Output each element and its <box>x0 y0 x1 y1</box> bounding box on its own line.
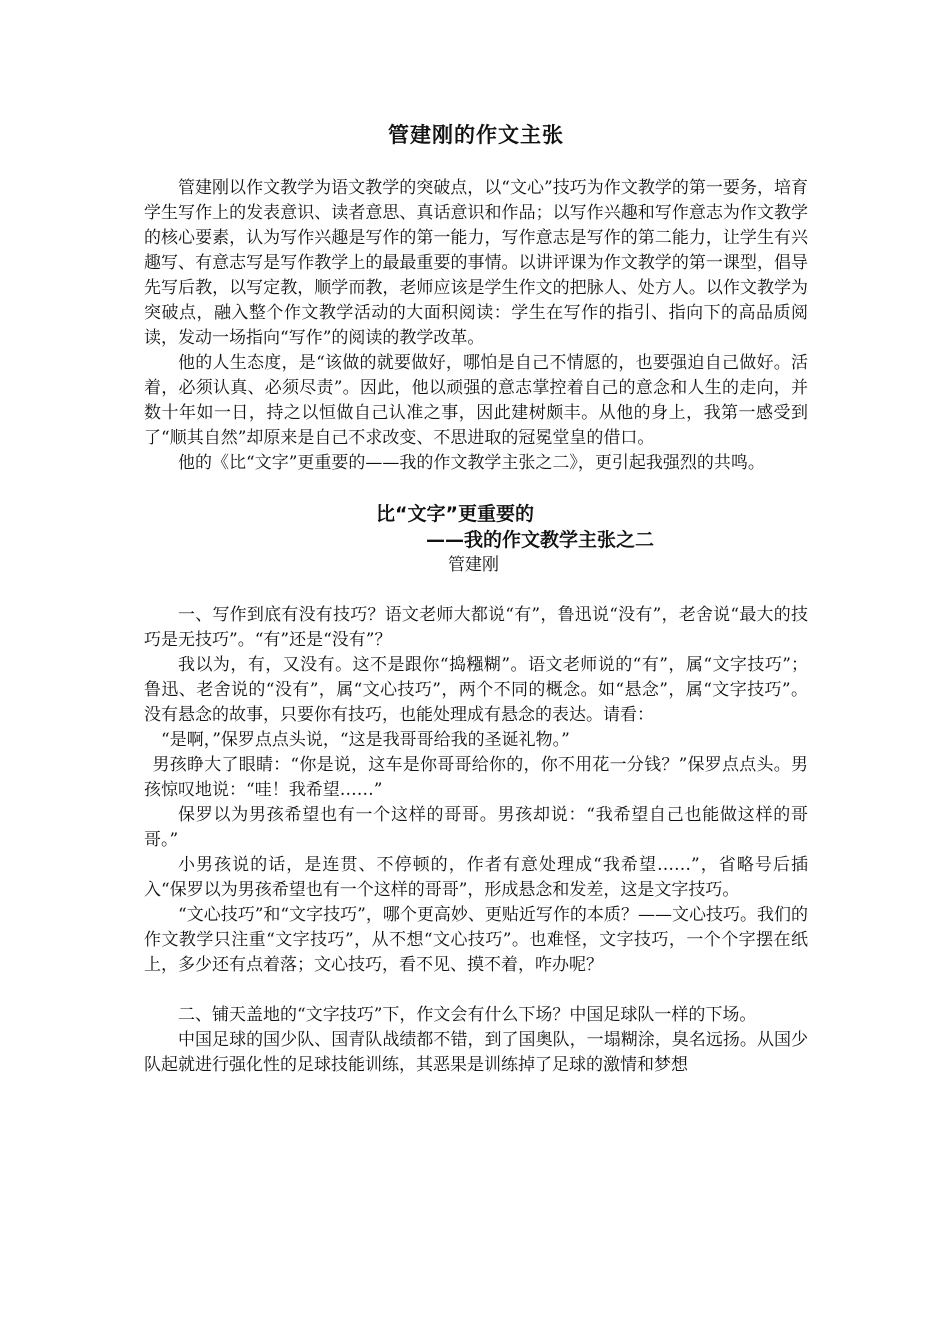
essay-s2-paragraph-1: 二、铺天盖地的“文字技巧”下，作文会有什么下场？中国足球队一样的下场。 <box>178 1005 757 1025</box>
essay-s1-paragraph-1: 一、写作到底有没有技巧？语文老师大都说“有”，鲁迅说“没有”，老舍说“最大的技巧是无技巧”。“有”还是“没有”？ <box>144 605 808 650</box>
essay-title: 比“文字”更重要的 <box>376 503 534 525</box>
essay-s1-quote-2: 男孩睁大了眼睛：“你是说，这车是你哥哥给你的，你不用花一分钱？”保罗点点头。男孩惊叹地说：“哇！我希望……” <box>144 755 808 800</box>
essay-s1-paragraph-6: 小男孩说的话，是连贯、不停顿的，作者有意处理成“我希望……”，省略号后插入“保罗以为男孩希望也有一个这样的哥哥”，形成悬念和发差，这是文字技巧。 <box>144 855 808 900</box>
author-spacer <box>144 578 808 603</box>
intro-paragraph-3: 他的《比“文字”更重要的——我的作文教学主张之二》，更引起我强烈的共鸣。 <box>178 453 765 473</box>
document-page <box>144 118 808 1078</box>
essay-s2-paragraph-2: 中国足球的国少队、国青队战绩都不错，到了国奥队，一塌糊涂，臭名远扬。从国少队起就进行强化性的足球技能训练，其恶果是训练掉了足球的激情和梦想 <box>144 1030 808 1075</box>
title-spacer <box>144 152 808 176</box>
essay-s1-paragraph-2: 我以为，有，又没有。这不是跟你“捣糨糊”。语文老师说的“有”，属“文字技巧”；鲁迅、老舍说的“没有”，属“文心技巧”，两个不同的概念。如“悬念”，属“文字技巧”。没有悬念的故事，只要你有技巧，也能处理成有悬念的表达。请看： <box>144 655 808 725</box>
essay-subtitle: ——我的作文教学主张之二 <box>426 529 655 551</box>
essay-s1-paragraph-7: “文心技巧”和“文字技巧”，哪个更高妙、更贴近写作的本质？——文心技巧。我们的作文教学只注重“文字技巧”，从不想“文心技巧”。也难怪，文字技巧，一个个字摆在纸上，多少还有点着落；文心技巧，看不见、摸不着，咋办呢？ <box>144 905 808 975</box>
section-spacer <box>144 476 808 501</box>
intro-paragraph-1: 管建刚以作文教学为语文教学的突破点，以“文心”技巧为作文教学的第一要务，培育学生写作上的发表意识、读者意思、真话意识和作品；以写作兴趣和写作意志为作文教学的核心要素，认为写作兴趣是写作的第一能力，写作意志是写作的第二能力，让学生有兴趣写、有意志写是写作教学上的最最重要的事情。以讲评课为作文教学的第一课型，倡导先写后教，以写定教，顺学而教，老师应该是学生作文的把脉人、处方人。以作文教学为突破点，融入整个作文教学活动的大面积阅读：学生在写作的指引、指向下的高品质阅读，发动一场指向“写作”的阅读的教学改革。 <box>144 178 808 348</box>
essay-s1-quote-1: “是啊，”保罗点点头说，“这是我哥哥给我的圣诞礼物。” <box>161 730 570 750</box>
essay-author: 管建刚 <box>448 555 499 575</box>
section-spacer-2 <box>144 978 808 1003</box>
essay-s1-paragraph-5: 保罗以为男孩希望也有一个这样的哥哥。男孩却说：“我希望自己也能做这样的哥哥。” <box>144 805 808 850</box>
document-title: 管建刚的作文主张 <box>388 123 564 147</box>
intro-paragraph-2: 他的人生态度，是“该做的就要做好，哪怕是自己不情愿的，也要强迫自己做好。活着，必须认真、必须尽责”。因此，他以顽强的意志掌控着自己的意念和人生的走向，并数十年如一日，持之以恒做自己认准之事，因此建树颇丰。从他的身上，我第一感受到了“顺其自然”却原来是自己不求改变、不思进取的冠冕堂皇的借口。 <box>144 353 808 448</box>
